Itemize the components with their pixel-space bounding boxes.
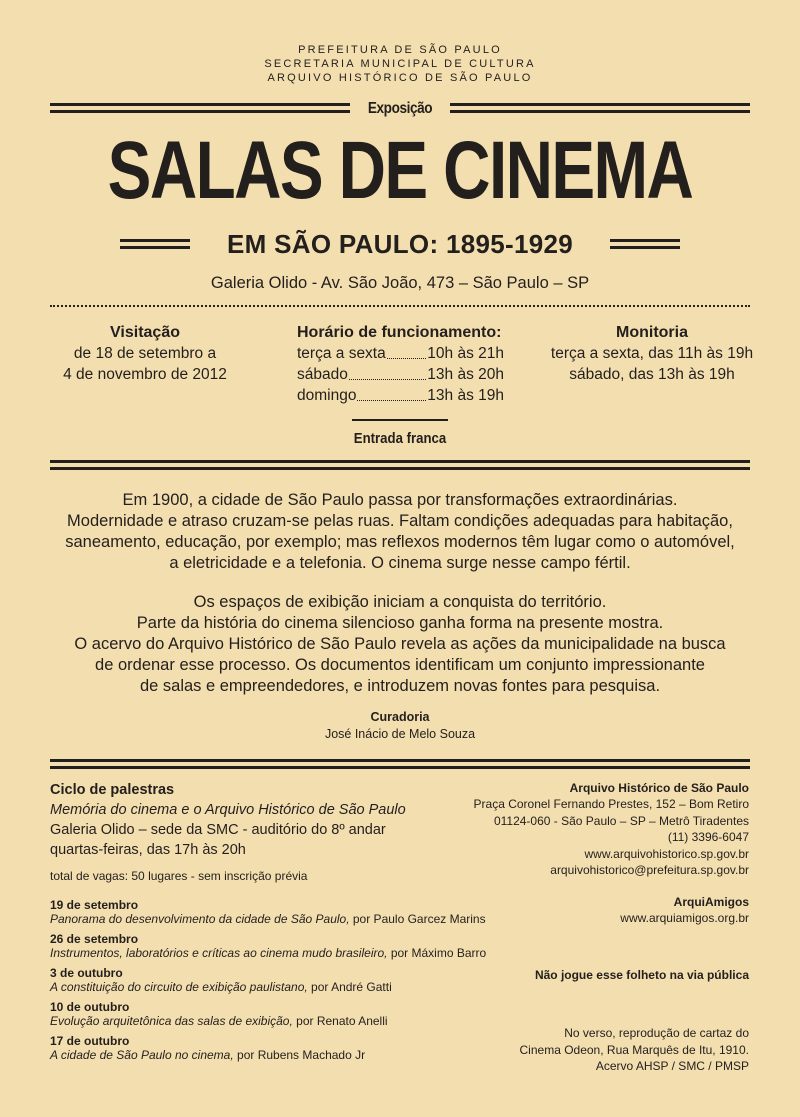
lecture-series-subtitle: Memória do cinema e o Arquivo Histórico de São Paulo	[50, 802, 406, 818]
contact-block	[419, 780, 749, 879]
horario-block	[297, 323, 504, 406]
lecture-date: 17 de outubro	[50, 1034, 130, 1048]
venue-address: Galeria Olido - Av. São João, 473 – São Paulo – SP	[210, 274, 590, 292]
lecture-title: Panorama do desenvolvimento da cidade de São Paulo,	[50, 912, 350, 926]
lecture-date: 10 de outubro	[50, 1000, 130, 1014]
lecture-speaker: por Rubens Machado Jr	[233, 1048, 366, 1062]
page-subtitle: EM SÃO PAULO: 1895-1929	[227, 229, 573, 259]
hours-row	[297, 364, 504, 385]
arquiamigos-heading: ArquiAmigos	[673, 895, 749, 909]
lecture-speaker: por André Gatti	[307, 980, 392, 994]
paragraph-line: saneamento, educação, por exemplo; mas reflexos modernos têm lugar como o automóvel,	[65, 533, 735, 551]
lecture-speaker: por Paulo Garcez Marins	[349, 912, 486, 926]
visitacao-block	[45, 323, 245, 385]
list-item	[50, 1000, 500, 1028]
verso-credit	[419, 1025, 749, 1075]
hours-row	[297, 343, 504, 364]
dotted-divider	[50, 305, 750, 307]
organization-lines	[0, 43, 800, 85]
org-line: SECRETARIA MUNICIPAL DE CULTURA	[264, 58, 536, 70]
curadoria-name: José Inácio de Melo Souza	[324, 727, 476, 741]
lecture-title-line	[50, 946, 500, 960]
arquiamigos-link[interactable]: www.arquiamigos.org.br	[620, 911, 749, 925]
exhibition-kicker: Exposição	[367, 100, 433, 117]
lecture-series-place: Galeria Olido – sede da SMC - auditório do 8º andar	[50, 822, 386, 838]
page-title: SALAS DE CINEMA	[107, 125, 693, 216]
rule	[50, 766, 750, 769]
credit-line: Acervo AHSP / SMC / PMSP	[595, 1059, 749, 1073]
hours-day: terça a sexta	[297, 345, 386, 362]
hours-time: 10h às 21h	[427, 345, 504, 362]
rule	[352, 419, 448, 421]
lecture-series-heading: Ciclo de palestras	[50, 782, 175, 798]
contact-heading: Arquivo Histórico de São Paulo	[569, 781, 749, 795]
contact-email-link[interactable]: arquivohistorico@prefeitura.sp.gov.br	[550, 863, 749, 877]
paragraph-line: O acervo do Arquivo Histórico de São Paulo revela as ações da municipalidade na busca	[74, 635, 726, 653]
hours-time: 13h às 20h	[427, 366, 504, 383]
contact-postal: 01124-060 - São Paulo – SP – Metrô Tiradentes	[493, 813, 749, 828]
hours-day: sábado	[297, 366, 348, 383]
lecture-speaker: por Renato Anelli	[292, 1014, 388, 1028]
list-item	[50, 932, 500, 960]
rule	[50, 467, 750, 470]
visitacao-heading: Visitação	[110, 324, 180, 341]
paragraph-line: a eletricidade e a telefonia. O cinema surge nesse campo fértil.	[169, 554, 631, 572]
contact-address: Praça Coronel Fernando Prestes, 152 – Bom Retiro	[473, 797, 749, 811]
visitacao-line: 4 de novembro de 2012	[63, 366, 227, 383]
rule	[50, 460, 750, 463]
monitoria-line: terça a sexta, das 11h às 19h	[550, 345, 754, 362]
paragraph-line: Em 1900, a cidade de São Paulo passa por transformações extraordinárias.	[122, 491, 678, 509]
paragraph-line: Modernidade e atraso cruzam-se pelas ruas. Faltam condições adequadas para habitação,	[67, 512, 733, 530]
dot-leader	[349, 364, 426, 380]
lecture-date: 3 de outubro	[50, 966, 123, 980]
visitacao-line: de 18 de setembro a	[73, 345, 217, 362]
monitoria-block	[542, 323, 762, 385]
lecture-date: 26 de setembro	[50, 932, 139, 946]
free-entry-label: Entrada franca	[353, 430, 447, 447]
litter-notice: Não jogue esse folheto na via pública	[534, 968, 749, 982]
hours-day: domingo	[297, 387, 357, 404]
contact-website-link[interactable]: www.arquivohistorico.sp.gov.br	[584, 846, 749, 861]
lecture-speaker: por Máximo Barro	[387, 946, 487, 960]
org-line: ARQUIVO HISTÓRICO DE SÃO PAULO	[267, 72, 533, 84]
arquiamigos-block	[419, 894, 749, 927]
hours-row	[297, 385, 504, 406]
lecture-title: Instrumentos, laboratórios e críticas ao cinema mudo brasileiro,	[50, 946, 388, 960]
hours-time: 13h às 19h	[427, 387, 504, 404]
credit-line: Cinema Odeon, Rua Marquês de Itu, 1910.	[519, 1042, 749, 1057]
org-line: PREFEITURA DE SÃO PAULO	[298, 44, 502, 56]
horario-heading: Horário de funcionamento:	[297, 324, 502, 341]
credit-line: No verso, reprodução de cartaz do	[564, 1026, 749, 1040]
rule	[50, 759, 750, 762]
lecture-date: 19 de setembro	[50, 898, 139, 912]
dot-leader	[357, 385, 426, 401]
monitoria-line: sábado, das 13h às 19h	[569, 366, 735, 383]
lecture-series-vagas: total de vagas: 50 lugares - sem inscrição prévia	[50, 869, 308, 883]
lecture-title: Evolução arquitetônica das salas de exibição,	[50, 1014, 293, 1028]
dot-leader	[387, 343, 427, 359]
paragraph-line: Os espaços de exibição iniciam a conquista do território.	[193, 593, 607, 611]
paragraph-line: de salas e empreendedores, e introduzem novas fontes para pesquisa.	[139, 677, 661, 695]
curadoria-heading: Curadoria	[370, 710, 430, 724]
paragraph-line: de ordenar esse processo. Os documentos identificam um conjunto impressionante	[95, 656, 705, 674]
lecture-series-when: quartas-feiras, das 17h às 20h	[50, 842, 246, 858]
paragraph-line: Parte da história do cinema silencioso ganha forma na presente mostra.	[136, 614, 664, 632]
monitoria-heading: Monitoria	[616, 324, 688, 341]
description-paragraph	[0, 592, 800, 697]
contact-phone: (11) 3396-6047	[667, 830, 749, 844]
lecture-title: A cidade de São Paulo no cinema,	[50, 1048, 234, 1062]
intro-paragraph	[0, 490, 800, 574]
lecture-title: A constituição do circuito de exibição paulistano,	[50, 980, 308, 994]
